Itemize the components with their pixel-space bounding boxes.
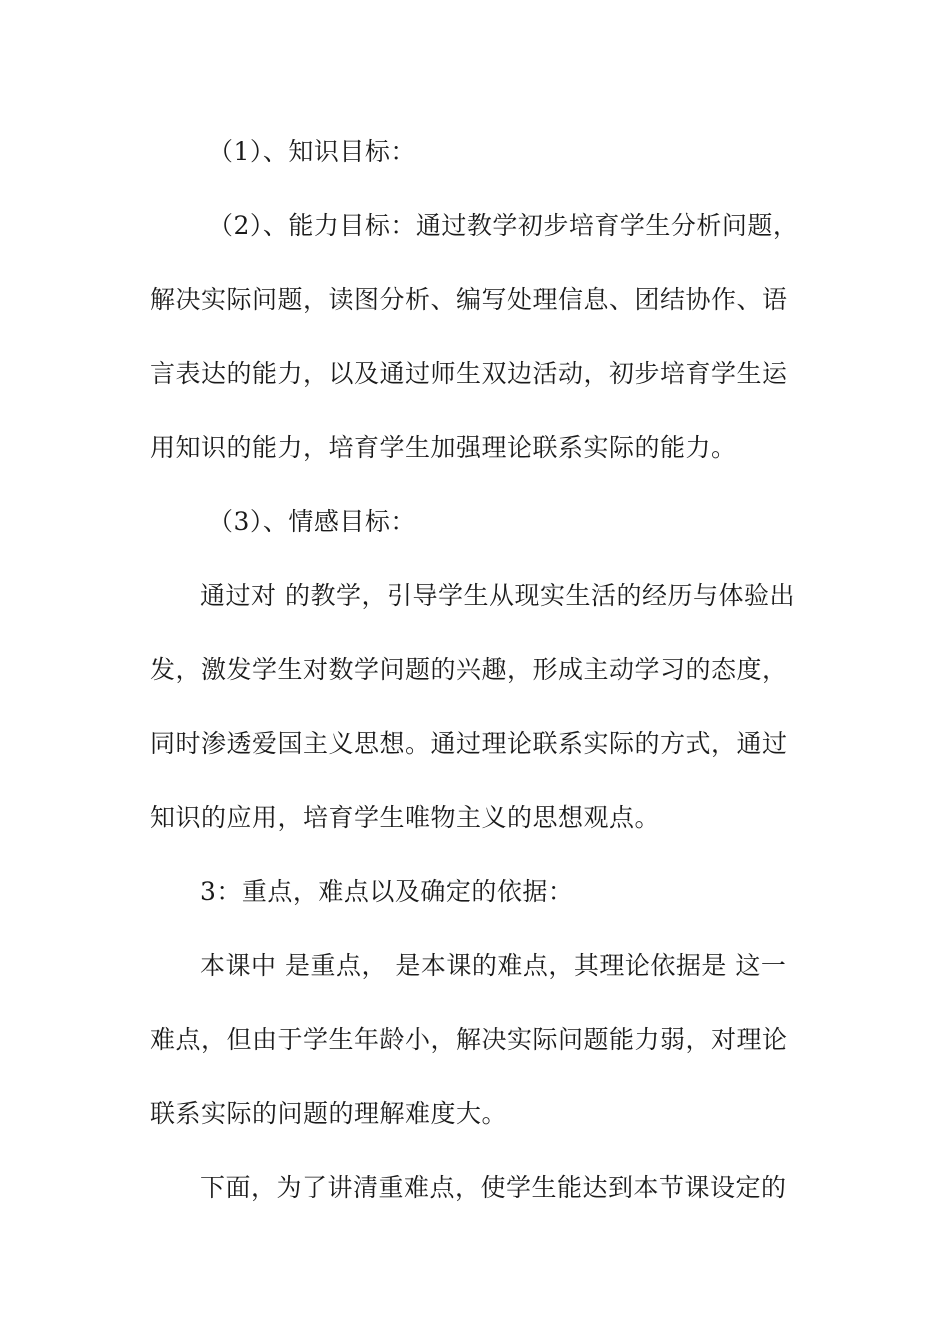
ability-goal-line-3: 言表达的能力，以及通过师生双边活动，初步培育学生运 (150, 359, 788, 388)
ability-goal-line-4: 用知识的能力，培育学生加强理论联系实际的能力。 (150, 433, 737, 462)
key-points-line-1: 本课中 是重点， 是本课的难点，其理论依据是 这一 (200, 951, 787, 980)
knowledge-goal-heading: （1）、知识目标： (208, 137, 416, 166)
emotion-goal-line-3: 同时渗透爱国主义思想。通过理论联系实际的方式，通过 (150, 729, 788, 758)
key-points-line-2: 难点，但由于学生年龄小，解决实际问题能力弱，对理论 (150, 1025, 788, 1054)
emotion-goal-line-1: 通过对 的教学，引导学生从现实生活的经历与体验出 (200, 581, 795, 610)
emotion-goal-heading: （3）、情感目标： (208, 507, 416, 536)
ability-goal-line-2: 解决实际问题，读图分析、编写处理信息、团结协作、语 (150, 285, 788, 314)
key-points-heading: 3：重点，难点以及确定的依据： (200, 877, 574, 906)
key-points-line-3: 联系实际的问题的理解难度大。 (150, 1099, 508, 1128)
next-paragraph-line-1: 下面，为了讲清重难点，使学生能达到本节课设定的 (200, 1173, 787, 1202)
emotion-goal-line-2: 发，激发学生对数学问题的兴趣，形成主动学习的态度， (150, 655, 788, 684)
ability-goal-line-1: （2）、能力目标：通过教学初步培育学生分析问题， (208, 211, 799, 240)
emotion-goal-line-4: 知识的应用，培育学生唯物主义的思想观点。 (150, 803, 661, 832)
